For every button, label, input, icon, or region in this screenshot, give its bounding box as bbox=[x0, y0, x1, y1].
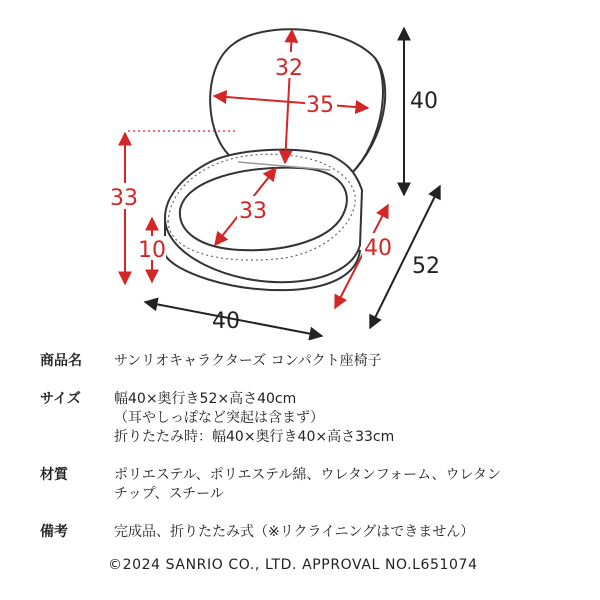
width-label: 40 bbox=[212, 309, 240, 334]
spec-value: 完成品、折りたたみ式（※リクライニングはできません） bbox=[114, 524, 475, 540]
back-width-label: 35 bbox=[306, 93, 334, 118]
folded-height-label: 33 bbox=[110, 186, 138, 211]
spec-value: （耳やしっぽなど突起は含まず） bbox=[114, 410, 324, 426]
spec-row-material bbox=[40, 466, 580, 504]
total-height-label: 40 bbox=[410, 89, 438, 114]
back-height-label: 32 bbox=[275, 56, 303, 81]
spec-row-notes bbox=[40, 523, 580, 542]
spec-table bbox=[40, 352, 580, 542]
spec-value: ポリエステル、ポリエステル綿、ウレタンフォーム、ウレタン bbox=[114, 467, 501, 483]
seat-height-label: 10 bbox=[138, 238, 166, 263]
seat-depth-label: 33 bbox=[239, 199, 267, 224]
spec-label: 材質 bbox=[40, 467, 68, 483]
copyright-notice: ©2024 SANRIO CO., LTD. APPROVAL NO.L651074 bbox=[108, 557, 478, 573]
spec-label: サイズ bbox=[40, 391, 81, 407]
spec-value: チップ、スチール bbox=[114, 486, 224, 502]
spec-value: 幅40×奥行き52×高さ40cm bbox=[114, 391, 297, 407]
folded-depth-label: 40 bbox=[364, 236, 392, 261]
spec-value: 折りたたみ時：幅40×奥行き40×高さ33cm bbox=[114, 429, 395, 445]
spec-value: サンリオキャラクターズ コンパクト座椅子 bbox=[114, 353, 382, 369]
spec-label: 商品名 bbox=[40, 353, 82, 369]
spec-row-size bbox=[40, 390, 580, 447]
spec-label: 備考 bbox=[40, 524, 68, 540]
spec-row-name bbox=[40, 352, 580, 371]
total-depth-label: 52 bbox=[412, 254, 440, 279]
